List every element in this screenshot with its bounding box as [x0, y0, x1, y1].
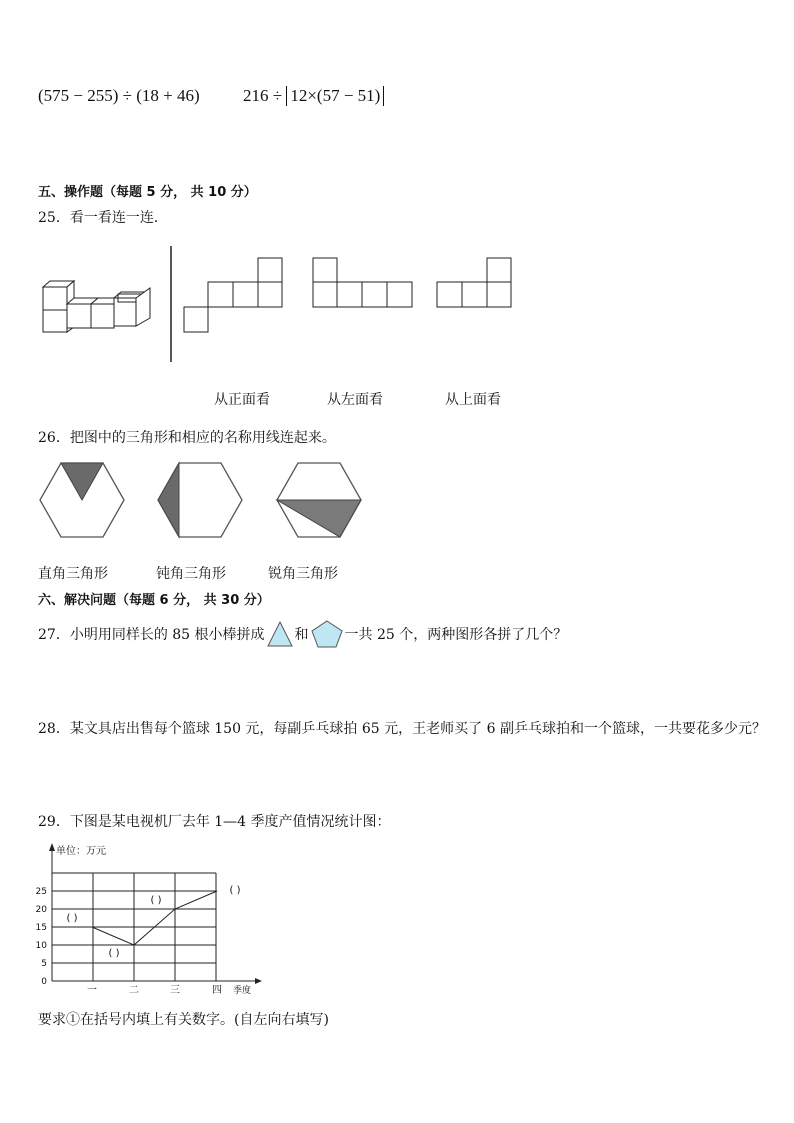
q28-question: 28．某文具店出售每个篮球 150 元，每副乒乓球拍 65 元，王老师买了 6 副乒乓球拍和一个篮球，一共要花多少元？	[38, 721, 766, 737]
y-tick-label: 0	[41, 977, 47, 987]
y-tick-label: 15	[35, 923, 47, 933]
q27-text-1: 27．小明用同样长的 85 根小棒拼成	[38, 627, 265, 643]
view-label-top: 从上面看	[445, 392, 501, 408]
x-tick-label: 二	[129, 985, 139, 996]
q29-question: 29．下图是某电视机厂去年 1—4 季度产值情况统计图：	[38, 814, 391, 830]
q27-text-3: 一共 25 个，两种图形各拼了几个？	[344, 627, 568, 643]
section5-heading: 五、操作题（每题 5 分， 共 10 分）	[38, 185, 257, 200]
name-right-triangle: 直角三角形	[38, 566, 108, 582]
q29-requirement: 要求①在括号内填上有关数字。(自左向右填写)	[38, 1012, 329, 1028]
x-tick-label: 三	[170, 985, 180, 996]
blank-bracket-label: ( )	[229, 885, 241, 896]
x-tick-label: 四	[212, 985, 222, 996]
y-axis-arrow	[49, 843, 55, 851]
expression-2-inner: 12×(57 − 51)	[290, 86, 381, 105]
blank-bracket-label: ( )	[150, 895, 162, 906]
name-obtuse-triangle: 钝角三角形	[156, 566, 226, 582]
x-axis-label: 季度	[232, 986, 252, 996]
y-tick-label: 5	[41, 959, 47, 969]
x-axis-arrow	[255, 978, 262, 984]
q27-text-2: 和	[294, 627, 309, 643]
q26-question: 26．把图中的三角形和相应的名称用线连起来。	[38, 430, 336, 446]
name-acute-triangle: 锐角三角形	[268, 566, 338, 582]
blank-bracket-label: ( )	[108, 948, 120, 959]
y-tick-label: 20	[35, 905, 47, 915]
view-label-front: 从正面看	[214, 392, 270, 408]
q25-question: 25．看一看连一连．	[38, 210, 168, 226]
blank-bracket-label: ( )	[66, 913, 78, 924]
x-tick-label: 一	[87, 985, 97, 996]
y-tick-label: 25	[35, 887, 47, 897]
view-label-left: 从左面看	[327, 392, 383, 408]
y-unit-label: 单位：万元	[56, 846, 106, 857]
y-tick-label: 10	[35, 941, 47, 951]
section6-heading: 六、解决问题（每题 6 分， 共 30 分）	[38, 593, 270, 608]
expression-2-prefix: 216 ÷	[243, 86, 283, 105]
expression-1: (575 − 255) ÷ (18 + 46)	[38, 86, 200, 105]
